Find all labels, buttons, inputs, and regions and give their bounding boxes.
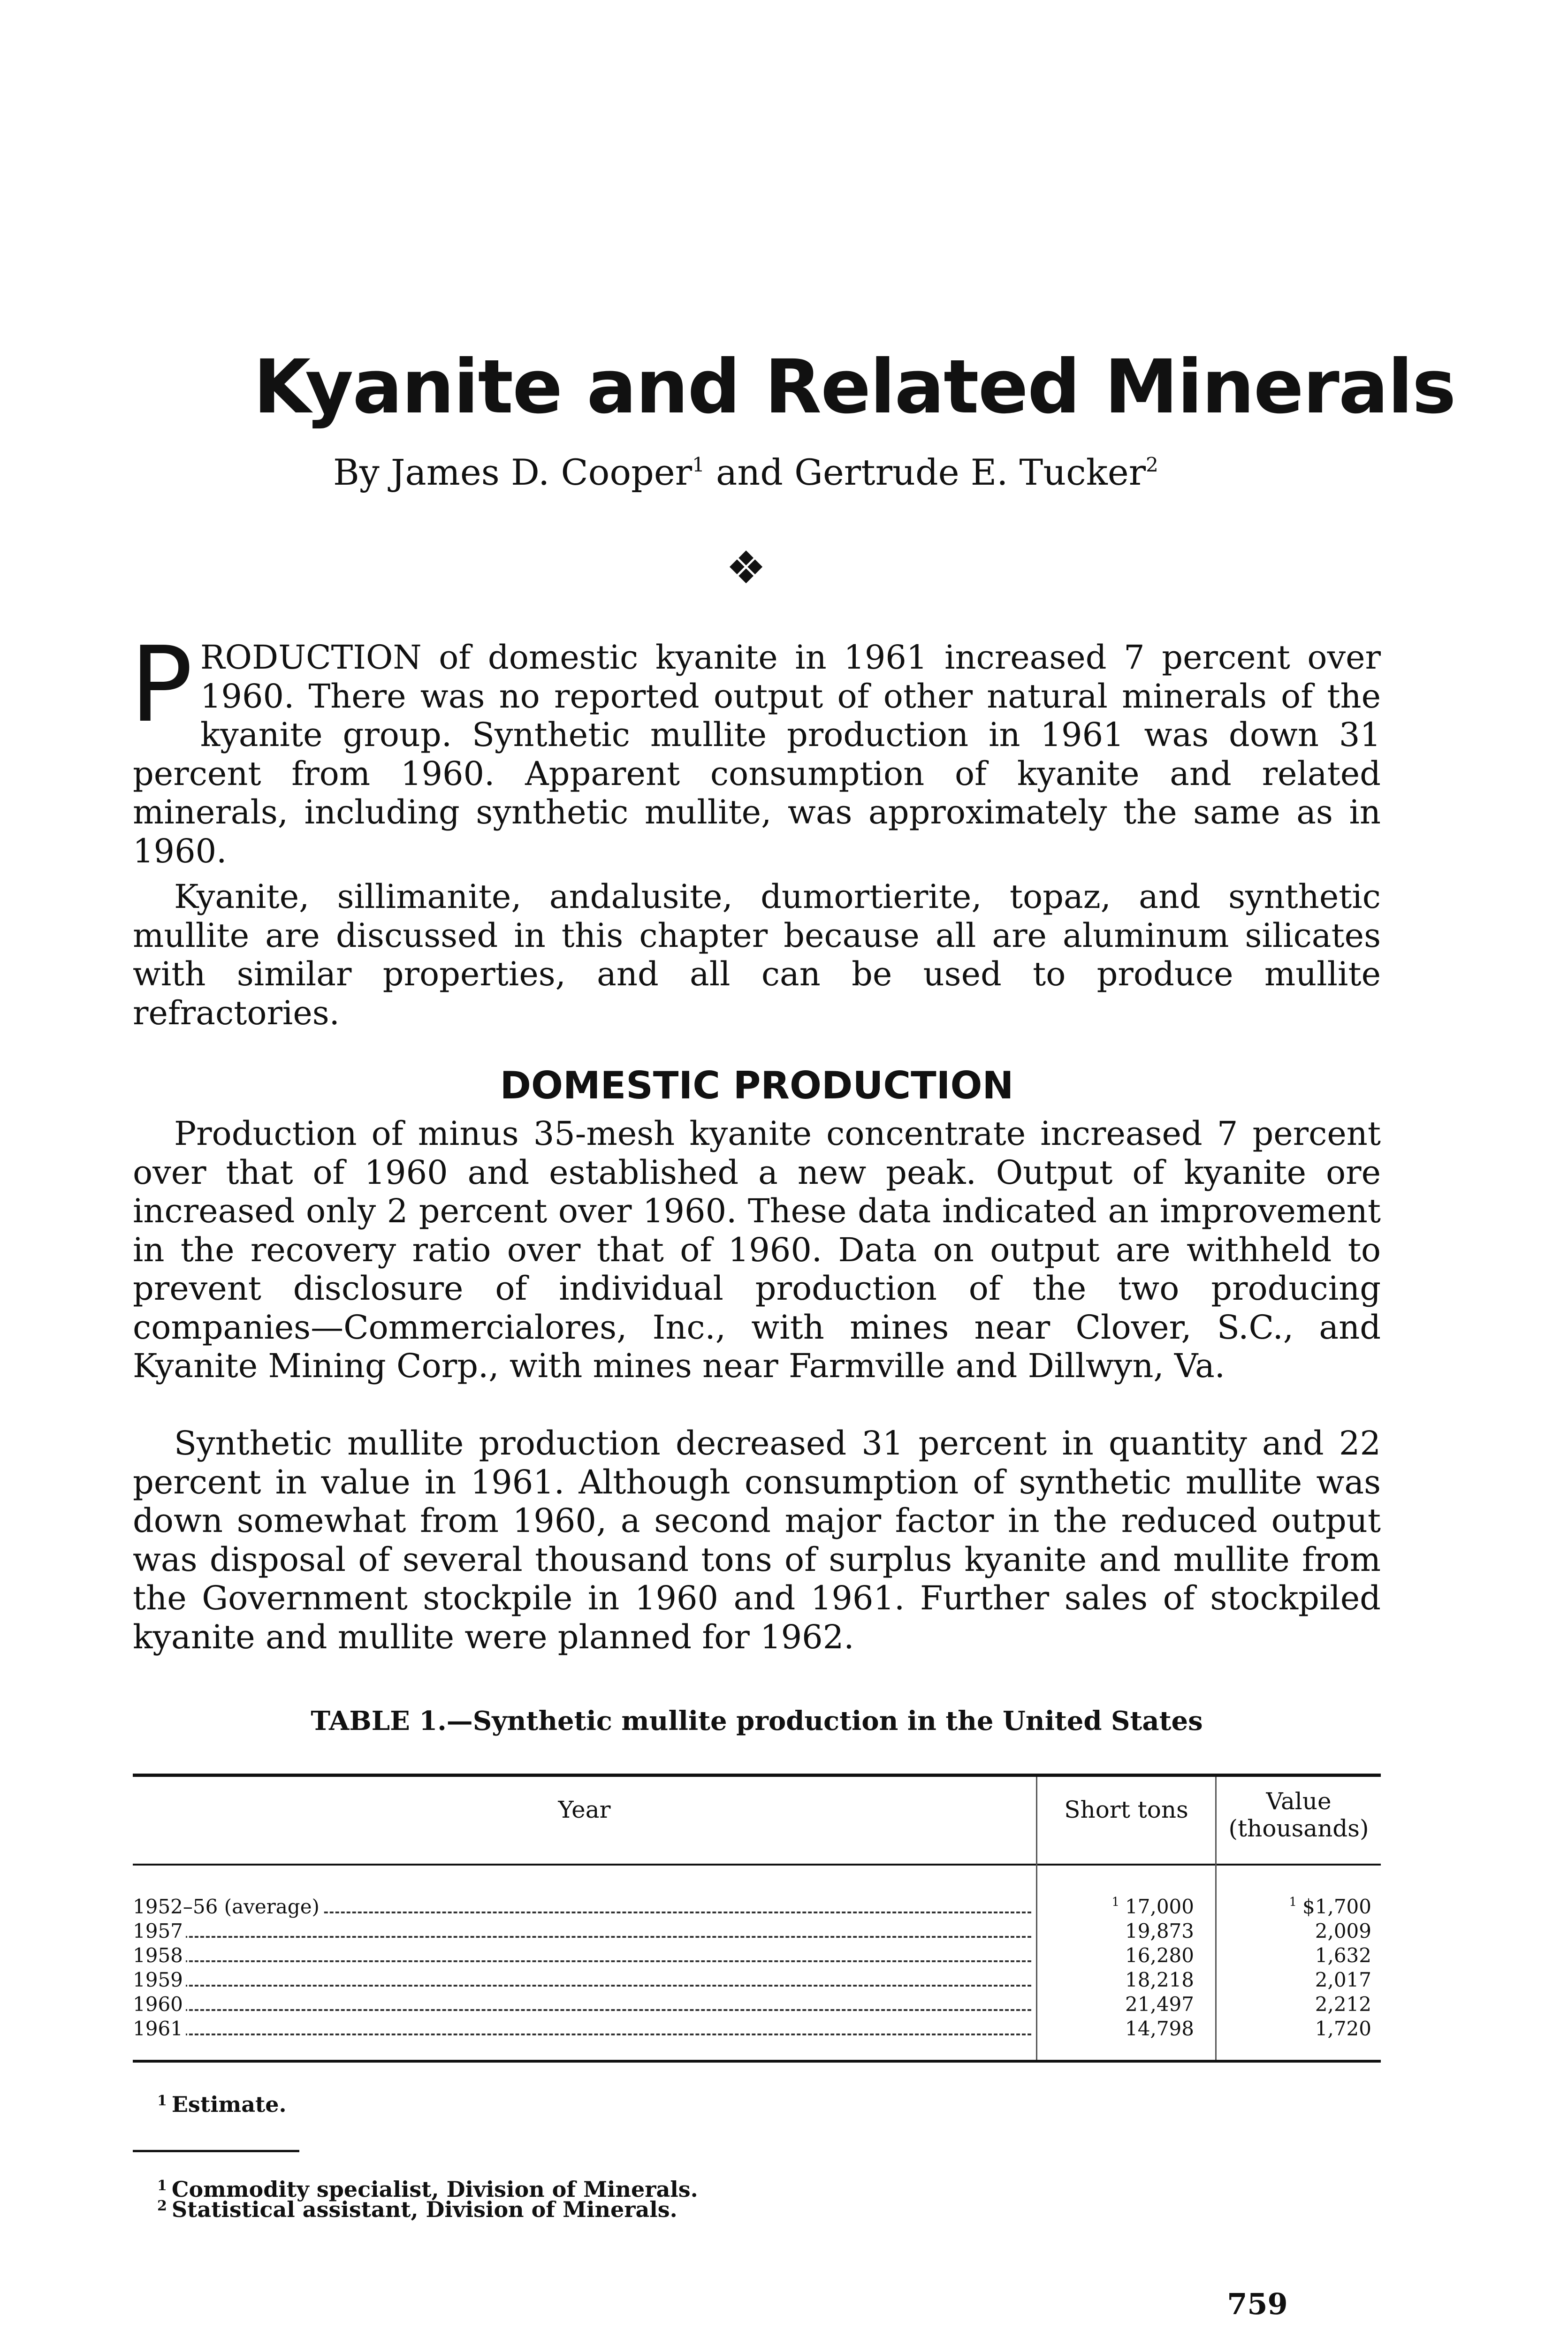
footnote-2 — [157, 2199, 677, 2220]
author-1-footnote-ref[interactable]: 1 — [692, 453, 705, 476]
row-year-cell — [133, 2017, 1031, 2041]
ornament-icon: ❖ — [725, 541, 767, 594]
section-heading: DOMESTIC PRODUCTION — [500, 1064, 1014, 1108]
intro-paragraph-1-text: RODUCTION of domestic kyanite in 1961 increased 7 percent over 1960. There was no reported output of other natural minerals of the kyanite group. Synthetic mullite production in 1961 was down 31 percent from 1960. Apparent consumption of kyanite and related minerals, including synthetic mullite, was approximately the same as in 1960. — [133, 638, 1381, 870]
table-footnote-mark: 1 — [157, 2093, 167, 2109]
row-short-tons: 14,798 — [1125, 2017, 1194, 2040]
row-short-tons: 19,873 — [1125, 1919, 1194, 1942]
production-paragraph-2: Synthetic mullite production decreased 31 percent in quantity and 22 percent in value in 1961. Although consumption of synthetic mullite was down somewhat from 1960, a second major factor in the reduced output was disposal of several thousand tons of surplus kyanite and mullite from the Government stockpile in 1960 and 1961. Further sales of stockpiled kyanite and mullite were planned for 1962. — [133, 1424, 1381, 1656]
row-year: 1957 — [133, 1919, 186, 1942]
page-number: 759 — [1227, 2287, 1288, 2321]
column-header-short-tons: Short tons — [1064, 1796, 1188, 1823]
table-body — [133, 1895, 1381, 2041]
author-1: James D. Cooper — [390, 451, 693, 493]
byline — [333, 451, 1225, 493]
row-value: 2,017 — [1315, 1968, 1371, 1991]
estimate-note-ref: 1 — [1111, 1895, 1120, 1909]
author-2-footnote-ref[interactable]: 2 — [1146, 453, 1158, 476]
row-value: $1,700 — [1302, 1895, 1371, 1918]
footnote-2-mark: 2 — [157, 2198, 167, 2214]
footnote-1-mark: 1 — [157, 2178, 167, 2194]
production-paragraph-1: Production of minus 35-mesh kyanite concentrate increased 7 percent over that of 1960 and established a new peak. Output of kyanite ore increased only 2 percent over 1960. These data indicated an improvement in the recovery ratio over that of 1960. Data on output are withheld to prevent disclosure of individual production of the two producing companies—Commercialores, Inc., with mines near Clover, S.C., and Kyanite Mining Corp., with mines near Farmville and Dillwyn, Va. — [133, 1114, 1381, 1385]
article-title: Kyanite and Related Minerals — [253, 343, 1455, 430]
row-value-cell — [1217, 1895, 1371, 1919]
data-table — [133, 1774, 1381, 2064]
row-year-cell — [133, 1992, 1031, 2017]
row-short-tons: 16,280 — [1125, 1944, 1194, 1967]
byline-conjunction: and — [716, 451, 783, 493]
table-rule-bottom — [133, 2060, 1381, 2063]
footnote-1-text: Commodity specialist, Division of Minerals. — [171, 2177, 698, 2202]
estimate-note-ref: 1 — [1289, 1895, 1297, 1909]
row-value: 2,009 — [1315, 1919, 1371, 1942]
table-row — [133, 1895, 1381, 1919]
column-header-year: Year — [558, 1796, 611, 1823]
row-value: 1,632 — [1315, 1944, 1371, 1967]
table-rule-top — [133, 1774, 1381, 1777]
author-2: Gertrude E. Tucker — [794, 451, 1146, 493]
table-title: TABLE 1.—Synthetic mullite production in the United States — [311, 1706, 1203, 1737]
row-year: 1959 — [133, 1968, 186, 1991]
row-short-tons-cell — [1038, 1895, 1194, 1919]
intro-paragraph-2: Kyanite, sillimanite, andalusite, dumortierite, topaz, and synthetic mullite are discussed in this chapter because all are aluminum silicates with similar properties, and all can be used to produce mullite refractories. — [133, 877, 1381, 1032]
intro-paragraph-1 — [130, 625, 1381, 870]
table-row — [133, 1919, 1381, 1943]
table-row — [133, 2017, 1381, 2041]
row-value: 1,720 — [1315, 2017, 1371, 2040]
table-footnote-text: Estimate. — [171, 2092, 287, 2117]
drop-cap: P — [130, 625, 193, 746]
row-year: 1952–56 (average) — [133, 1895, 322, 1918]
table-row — [133, 1992, 1381, 2017]
byline-prefix: By — [333, 451, 380, 493]
row-year-cell — [133, 1919, 1031, 1943]
row-short-tons: 17,000 — [1125, 1895, 1194, 1918]
table-footnote — [157, 2094, 287, 2115]
row-year: 1961 — [133, 2017, 186, 2040]
table-rule-header — [133, 1864, 1381, 1866]
footnote-divider — [133, 2150, 299, 2152]
footnote-2-text: Statistical assistant, Division of Minerals. — [171, 2197, 677, 2222]
column-header-value: Value (thousands) — [1228, 1788, 1369, 1842]
table-row — [133, 1943, 1381, 1968]
row-year: 1958 — [133, 1944, 186, 1967]
row-short-tons: 21,497 — [1125, 1993, 1194, 2016]
table-row — [133, 1968, 1381, 1992]
row-year-cell — [133, 1943, 1031, 1968]
row-year-cell — [133, 1895, 1031, 1919]
row-year: 1960 — [133, 1993, 186, 2016]
row-value: 2,212 — [1315, 1993, 1371, 2016]
row-short-tons: 18,218 — [1125, 1968, 1194, 1991]
row-year-cell — [133, 1968, 1031, 1992]
